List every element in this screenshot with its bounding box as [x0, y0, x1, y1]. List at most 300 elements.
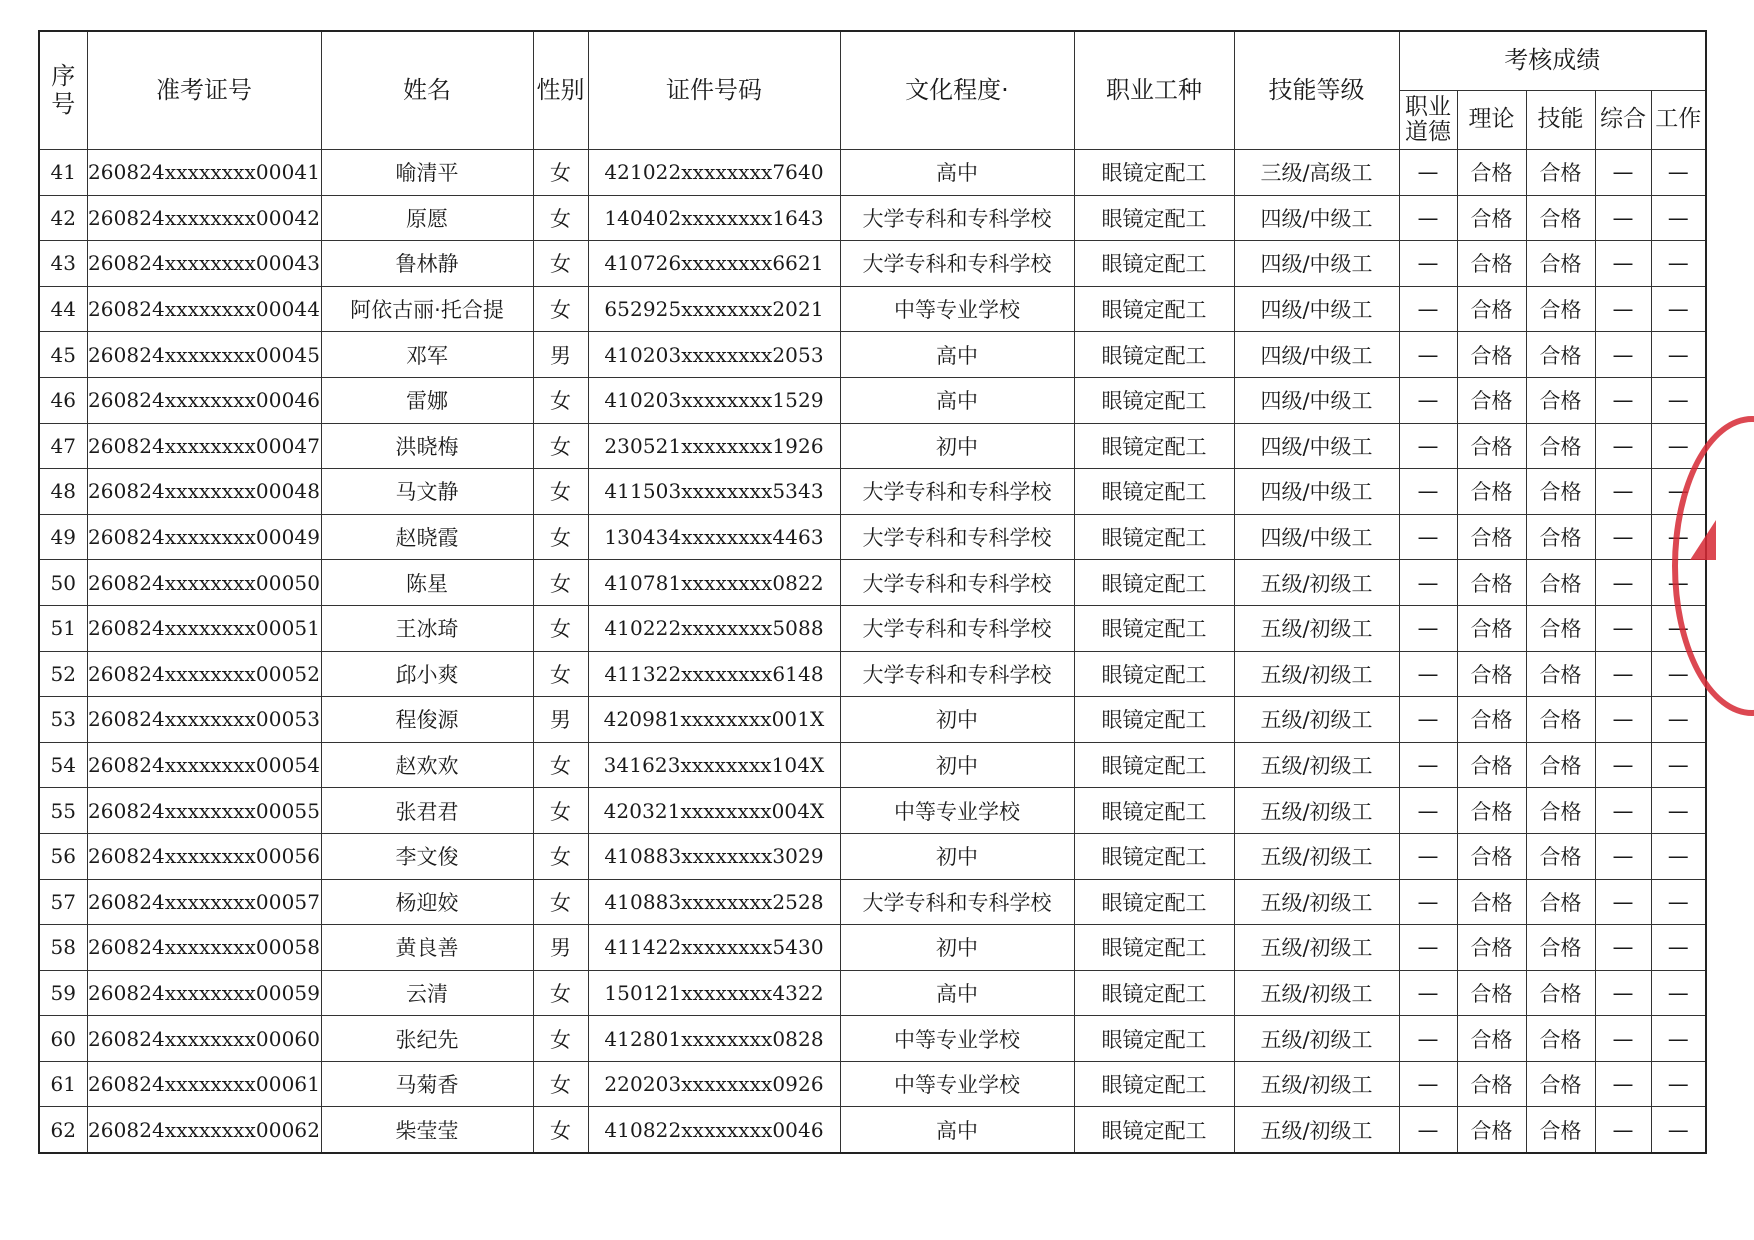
header-skill-level: 技能等级: [1234, 31, 1399, 150]
cell-exam-no: 260824xxxxxxxx00047: [87, 423, 321, 469]
header-comprehensive: 综合: [1595, 91, 1651, 150]
cell-theory: 合格: [1457, 195, 1526, 241]
cell-ethics: —: [1399, 925, 1457, 971]
header-seq: 序号: [39, 31, 87, 150]
table-row: [39, 742, 1706, 788]
cell-theory: 合格: [1457, 833, 1526, 879]
cell-skill: 合格: [1526, 788, 1595, 834]
cell-education: 中等专业学校: [840, 1061, 1074, 1107]
cell-work: —: [1651, 377, 1706, 423]
cell-seq: 50: [39, 560, 87, 606]
cell-id-no: 220203xxxxxxxx0926: [588, 1061, 840, 1107]
cell-seq: 49: [39, 514, 87, 560]
cell-skill-level: 五级/初级工: [1234, 560, 1399, 606]
cell-seq: 53: [39, 697, 87, 743]
cell-work: —: [1651, 879, 1706, 925]
cell-seq: 48: [39, 469, 87, 515]
cell-theory: 合格: [1457, 879, 1526, 925]
cell-occupation: 眼镜定配工: [1074, 377, 1234, 423]
cell-work: —: [1651, 788, 1706, 834]
cell-exam-no: 260824xxxxxxxx00046: [87, 377, 321, 423]
cell-work: —: [1651, 697, 1706, 743]
cell-education: 中等专业学校: [840, 1016, 1074, 1062]
cell-id-no: 341623xxxxxxxx104X: [588, 742, 840, 788]
cell-occupation: 眼镜定配工: [1074, 469, 1234, 515]
cell-education: 大学专科和专科学校: [840, 879, 1074, 925]
cell-skill-level: 五级/初级工: [1234, 1061, 1399, 1107]
cell-work: —: [1651, 514, 1706, 560]
cell-theory: 合格: [1457, 925, 1526, 971]
cell-education: 高中: [840, 1107, 1074, 1153]
cell-theory: 合格: [1457, 241, 1526, 287]
cell-theory: 合格: [1457, 1016, 1526, 1062]
cell-gender: 女: [533, 377, 588, 423]
cell-gender: 女: [533, 970, 588, 1016]
cell-skill: 合格: [1526, 697, 1595, 743]
cell-occupation: 眼镜定配工: [1074, 742, 1234, 788]
cell-ethics: —: [1399, 879, 1457, 925]
cell-work: —: [1651, 651, 1706, 697]
cell-name: 张纪先: [321, 1016, 533, 1062]
cell-id-no: 410883xxxxxxxx2528: [588, 879, 840, 925]
cell-id-no: 230521xxxxxxxx1926: [588, 423, 840, 469]
cell-skill-level: 五级/初级工: [1234, 697, 1399, 743]
cell-exam-no: 260824xxxxxxxx00053: [87, 697, 321, 743]
cell-work: —: [1651, 833, 1706, 879]
cell-gender: 女: [533, 605, 588, 651]
table-row: [39, 1061, 1706, 1107]
cell-comprehensive: —: [1595, 241, 1651, 287]
cell-occupation: 眼镜定配工: [1074, 150, 1234, 196]
header-id-no: 证件号码: [588, 31, 840, 150]
cell-ethics: —: [1399, 1016, 1457, 1062]
cell-skill: 合格: [1526, 332, 1595, 378]
cell-id-no: 652925xxxxxxxx2021: [588, 286, 840, 332]
table-row: [39, 970, 1706, 1016]
cell-occupation: 眼镜定配工: [1074, 1107, 1234, 1153]
cell-skill-level: 五级/初级工: [1234, 970, 1399, 1016]
cell-id-no: 410726xxxxxxxx6621: [588, 241, 840, 287]
cell-skill: 合格: [1526, 605, 1595, 651]
cell-occupation: 眼镜定配工: [1074, 879, 1234, 925]
cell-gender: 女: [533, 241, 588, 287]
cell-ethics: —: [1399, 560, 1457, 606]
cell-ethics: —: [1399, 514, 1457, 560]
cell-id-no: 420981xxxxxxxx001X: [588, 697, 840, 743]
cell-id-no: 411322xxxxxxxx6148: [588, 651, 840, 697]
cell-gender: 女: [533, 469, 588, 515]
header-gender: 性别: [533, 31, 588, 150]
cell-seq: 55: [39, 788, 87, 834]
cell-occupation: 眼镜定配工: [1074, 195, 1234, 241]
table-row: [39, 788, 1706, 834]
cell-id-no: 410203xxxxxxxx2053: [588, 332, 840, 378]
table-row: [39, 241, 1706, 287]
cell-comprehensive: —: [1595, 651, 1651, 697]
cell-skill: 合格: [1526, 1107, 1595, 1153]
cell-id-no: 420321xxxxxxxx004X: [588, 788, 840, 834]
cell-seq: 42: [39, 195, 87, 241]
cell-seq: 47: [39, 423, 87, 469]
cell-seq: 56: [39, 833, 87, 879]
cell-skill-level: 四级/中级工: [1234, 377, 1399, 423]
cell-skill: 合格: [1526, 879, 1595, 925]
cell-ethics: —: [1399, 1107, 1457, 1153]
cell-ethics: —: [1399, 469, 1457, 515]
cell-name: 洪晓梅: [321, 423, 533, 469]
cell-theory: 合格: [1457, 970, 1526, 1016]
cell-gender: 女: [533, 1016, 588, 1062]
cell-occupation: 眼镜定配工: [1074, 925, 1234, 971]
cell-gender: 男: [533, 697, 588, 743]
header-row-1: [39, 31, 1706, 91]
cell-name: 陈星: [321, 560, 533, 606]
cell-ethics: —: [1399, 332, 1457, 378]
cell-name: 赵欢欢: [321, 742, 533, 788]
cell-seq: 61: [39, 1061, 87, 1107]
cell-work: —: [1651, 560, 1706, 606]
cell-id-no: 410883xxxxxxxx3029: [588, 833, 840, 879]
cell-comprehensive: —: [1595, 560, 1651, 606]
cell-exam-no: 260824xxxxxxxx00056: [87, 833, 321, 879]
cell-education: 大学专科和专科学校: [840, 605, 1074, 651]
cell-name: 原愿: [321, 195, 533, 241]
cell-skill: 合格: [1526, 150, 1595, 196]
cell-seq: 59: [39, 970, 87, 1016]
cell-work: —: [1651, 241, 1706, 287]
table-row: [39, 1107, 1706, 1153]
header-ethics: 职业道德: [1399, 91, 1457, 150]
cell-comprehensive: —: [1595, 286, 1651, 332]
cell-education: 中等专业学校: [840, 788, 1074, 834]
cell-theory: 合格: [1457, 332, 1526, 378]
header-scores: 考核成绩: [1399, 31, 1706, 91]
cell-skill: 合格: [1526, 742, 1595, 788]
cell-comprehensive: —: [1595, 332, 1651, 378]
cell-exam-no: 260824xxxxxxxx00059: [87, 970, 321, 1016]
cell-comprehensive: —: [1595, 514, 1651, 560]
cell-exam-no: 260824xxxxxxxx00043: [87, 241, 321, 287]
table-row: [39, 377, 1706, 423]
cell-occupation: 眼镜定配工: [1074, 833, 1234, 879]
cell-gender: 女: [533, 1107, 588, 1153]
cell-comprehensive: —: [1595, 788, 1651, 834]
cell-occupation: 眼镜定配工: [1074, 1061, 1234, 1107]
cell-seq: 41: [39, 150, 87, 196]
cell-seq: 44: [39, 286, 87, 332]
cell-ethics: —: [1399, 788, 1457, 834]
cell-occupation: 眼镜定配工: [1074, 332, 1234, 378]
cell-seq: 52: [39, 651, 87, 697]
cell-theory: 合格: [1457, 605, 1526, 651]
cell-gender: 女: [533, 423, 588, 469]
cell-work: —: [1651, 605, 1706, 651]
cell-skill-level: 五级/初级工: [1234, 879, 1399, 925]
cell-name: 邓军: [321, 332, 533, 378]
cell-theory: 合格: [1457, 150, 1526, 196]
cell-skill: 合格: [1526, 514, 1595, 560]
cell-exam-no: 260824xxxxxxxx00051: [87, 605, 321, 651]
table-row: [39, 560, 1706, 606]
cell-comprehensive: —: [1595, 150, 1651, 196]
cell-occupation: 眼镜定配工: [1074, 651, 1234, 697]
cell-exam-no: 260824xxxxxxxx00061: [87, 1061, 321, 1107]
cell-gender: 女: [533, 514, 588, 560]
header-education: 文化程度·: [840, 31, 1074, 150]
table-row: [39, 833, 1706, 879]
cell-name: 雷娜: [321, 377, 533, 423]
cell-occupation: 眼镜定配工: [1074, 697, 1234, 743]
table-row: [39, 286, 1706, 332]
table-row: [39, 879, 1706, 925]
cell-work: —: [1651, 469, 1706, 515]
cell-theory: 合格: [1457, 377, 1526, 423]
cell-comprehensive: —: [1595, 742, 1651, 788]
cell-exam-no: 260824xxxxxxxx00054: [87, 742, 321, 788]
cell-seq: 58: [39, 925, 87, 971]
cell-comprehensive: —: [1595, 469, 1651, 515]
cell-exam-no: 260824xxxxxxxx00048: [87, 469, 321, 515]
cell-work: —: [1651, 286, 1706, 332]
cell-comprehensive: —: [1595, 970, 1651, 1016]
table-row: [39, 150, 1706, 196]
cell-education: 高中: [840, 150, 1074, 196]
cell-theory: 合格: [1457, 742, 1526, 788]
cell-skill-level: 四级/中级工: [1234, 423, 1399, 469]
cell-ethics: —: [1399, 377, 1457, 423]
cell-seq: 60: [39, 1016, 87, 1062]
cell-name: 马菊香: [321, 1061, 533, 1107]
cell-ethics: —: [1399, 150, 1457, 196]
cell-work: —: [1651, 742, 1706, 788]
cell-comprehensive: —: [1595, 833, 1651, 879]
cell-seq: 43: [39, 241, 87, 287]
cell-education: 初中: [840, 925, 1074, 971]
cell-gender: 女: [533, 742, 588, 788]
cell-gender: 女: [533, 651, 588, 697]
cell-exam-no: 260824xxxxxxxx00055: [87, 788, 321, 834]
cell-skill: 合格: [1526, 195, 1595, 241]
cell-skill-level: 四级/中级工: [1234, 286, 1399, 332]
table-row: [39, 651, 1706, 697]
cell-ethics: —: [1399, 970, 1457, 1016]
cell-name: 杨迎姣: [321, 879, 533, 925]
cell-ethics: —: [1399, 1061, 1457, 1107]
cell-skill-level: 五级/初级工: [1234, 1107, 1399, 1153]
cell-id-no: 130434xxxxxxxx4463: [588, 514, 840, 560]
cell-comprehensive: —: [1595, 605, 1651, 651]
cell-ethics: —: [1399, 651, 1457, 697]
cell-skill-level: 五级/初级工: [1234, 833, 1399, 879]
header-name: 姓名: [321, 31, 533, 150]
cell-name: 喻清平: [321, 150, 533, 196]
cell-work: —: [1651, 1016, 1706, 1062]
cell-id-no: 410822xxxxxxxx0046: [588, 1107, 840, 1153]
cell-skill: 合格: [1526, 560, 1595, 606]
cell-id-no: 411503xxxxxxxx5343: [588, 469, 840, 515]
table-row: [39, 1016, 1706, 1062]
cell-skill: 合格: [1526, 1061, 1595, 1107]
cell-education: 初中: [840, 697, 1074, 743]
cell-skill-level: 三级/高级工: [1234, 150, 1399, 196]
cell-occupation: 眼镜定配工: [1074, 970, 1234, 1016]
cell-gender: 女: [533, 195, 588, 241]
cell-skill: 合格: [1526, 286, 1595, 332]
cell-skill-level: 五级/初级工: [1234, 788, 1399, 834]
cell-comprehensive: —: [1595, 925, 1651, 971]
cell-name: 马文静: [321, 469, 533, 515]
cell-name: 李文俊: [321, 833, 533, 879]
cell-theory: 合格: [1457, 651, 1526, 697]
cell-exam-no: 260824xxxxxxxx00058: [87, 925, 321, 971]
table-row: [39, 514, 1706, 560]
cell-education: 初中: [840, 423, 1074, 469]
cell-ethics: —: [1399, 697, 1457, 743]
cell-theory: 合格: [1457, 1061, 1526, 1107]
cell-work: —: [1651, 332, 1706, 378]
header-occupation: 职业工种: [1074, 31, 1234, 150]
cell-comprehensive: —: [1595, 423, 1651, 469]
cell-gender: 女: [533, 150, 588, 196]
cell-exam-no: 260824xxxxxxxx00062: [87, 1107, 321, 1153]
header-skill: 技能: [1526, 91, 1595, 150]
cell-seq: 57: [39, 879, 87, 925]
cell-id-no: 150121xxxxxxxx4322: [588, 970, 840, 1016]
cell-skill-level: 五级/初级工: [1234, 651, 1399, 697]
cell-education: 大学专科和专科学校: [840, 195, 1074, 241]
header-theory: 理论: [1457, 91, 1526, 150]
cell-comprehensive: —: [1595, 1061, 1651, 1107]
cell-theory: 合格: [1457, 1107, 1526, 1153]
cell-skill-level: 五级/初级工: [1234, 1016, 1399, 1062]
cell-seq: 46: [39, 377, 87, 423]
cell-gender: 女: [533, 833, 588, 879]
cell-exam-no: 260824xxxxxxxx00041: [87, 150, 321, 196]
cell-occupation: 眼镜定配工: [1074, 560, 1234, 606]
cell-ethics: —: [1399, 423, 1457, 469]
cell-education: 初中: [840, 833, 1074, 879]
cell-gender: 女: [533, 560, 588, 606]
cell-work: —: [1651, 970, 1706, 1016]
cell-exam-no: 260824xxxxxxxx00060: [87, 1016, 321, 1062]
cell-seq: 45: [39, 332, 87, 378]
cell-theory: 合格: [1457, 560, 1526, 606]
cell-theory: 合格: [1457, 697, 1526, 743]
cell-education: 大学专科和专科学校: [840, 560, 1074, 606]
cell-skill: 合格: [1526, 651, 1595, 697]
cell-work: —: [1651, 1061, 1706, 1107]
cell-name: 阿依古丽·托合提: [321, 286, 533, 332]
cell-gender: 女: [533, 788, 588, 834]
cell-occupation: 眼镜定配工: [1074, 423, 1234, 469]
cell-id-no: 410203xxxxxxxx1529: [588, 377, 840, 423]
cell-education: 大学专科和专科学校: [840, 651, 1074, 697]
cell-skill-level: 四级/中级工: [1234, 241, 1399, 287]
header-work: 工作: [1651, 91, 1706, 150]
cell-ethics: —: [1399, 286, 1457, 332]
cell-skill: 合格: [1526, 970, 1595, 1016]
cell-exam-no: 260824xxxxxxxx00049: [87, 514, 321, 560]
cell-name: 柴莹莹: [321, 1107, 533, 1153]
cell-occupation: 眼镜定配工: [1074, 605, 1234, 651]
cell-work: —: [1651, 195, 1706, 241]
cell-skill: 合格: [1526, 423, 1595, 469]
cell-exam-no: 260824xxxxxxxx00052: [87, 651, 321, 697]
cell-name: 鲁林静: [321, 241, 533, 287]
cell-occupation: 眼镜定配工: [1074, 286, 1234, 332]
cell-id-no: 410222xxxxxxxx5088: [588, 605, 840, 651]
table-row: [39, 469, 1706, 515]
cell-comprehensive: —: [1595, 697, 1651, 743]
cell-skill-level: 五级/初级工: [1234, 742, 1399, 788]
cell-gender: 男: [533, 332, 588, 378]
cell-skill-level: 五级/初级工: [1234, 605, 1399, 651]
cell-gender: 女: [533, 879, 588, 925]
header-exam-no: 准考证号: [87, 31, 321, 150]
cell-theory: 合格: [1457, 469, 1526, 515]
cell-education: 大学专科和专科学校: [840, 469, 1074, 515]
cell-comprehensive: —: [1595, 879, 1651, 925]
cell-ethics: —: [1399, 241, 1457, 287]
cell-skill-level: 五级/初级工: [1234, 925, 1399, 971]
cell-seq: 54: [39, 742, 87, 788]
cell-theory: 合格: [1457, 514, 1526, 560]
cell-skill-level: 四级/中级工: [1234, 332, 1399, 378]
cell-education: 高中: [840, 332, 1074, 378]
cell-gender: 女: [533, 1061, 588, 1107]
cell-comprehensive: —: [1595, 377, 1651, 423]
cell-gender: 女: [533, 286, 588, 332]
cell-occupation: 眼镜定配工: [1074, 788, 1234, 834]
cell-work: —: [1651, 423, 1706, 469]
cell-gender: 男: [533, 925, 588, 971]
cell-id-no: 421022xxxxxxxx7640: [588, 150, 840, 196]
cell-education: 大学专科和专科学校: [840, 514, 1074, 560]
cell-ethics: —: [1399, 195, 1457, 241]
cell-education: 中等专业学校: [840, 286, 1074, 332]
cell-theory: 合格: [1457, 423, 1526, 469]
cell-skill: 合格: [1526, 833, 1595, 879]
cell-exam-no: 260824xxxxxxxx00045: [87, 332, 321, 378]
cell-exam-no: 260824xxxxxxxx00044: [87, 286, 321, 332]
score-table: [38, 30, 1707, 1154]
cell-id-no: 412801xxxxxxxx0828: [588, 1016, 840, 1062]
cell-skill-level: 四级/中级工: [1234, 514, 1399, 560]
table-row: [39, 195, 1706, 241]
table-row: [39, 423, 1706, 469]
table-row: [39, 925, 1706, 971]
cell-name: 程俊源: [321, 697, 533, 743]
cell-ethics: —: [1399, 833, 1457, 879]
cell-skill: 合格: [1526, 469, 1595, 515]
table-row: [39, 605, 1706, 651]
cell-comprehensive: —: [1595, 1107, 1651, 1153]
cell-skill-level: 四级/中级工: [1234, 469, 1399, 515]
cell-occupation: 眼镜定配工: [1074, 1016, 1234, 1062]
cell-exam-no: 260824xxxxxxxx00057: [87, 879, 321, 925]
cell-seq: 62: [39, 1107, 87, 1153]
table-body: [39, 150, 1706, 1154]
cell-name: 云清: [321, 970, 533, 1016]
cell-seq: 51: [39, 605, 87, 651]
cell-id-no: 140402xxxxxxxx1643: [588, 195, 840, 241]
cell-id-no: 411422xxxxxxxx5430: [588, 925, 840, 971]
cell-work: —: [1651, 925, 1706, 971]
cell-work: —: [1651, 150, 1706, 196]
cell-name: 赵晓霞: [321, 514, 533, 560]
cell-occupation: 眼镜定配工: [1074, 514, 1234, 560]
cell-education: 高中: [840, 970, 1074, 1016]
